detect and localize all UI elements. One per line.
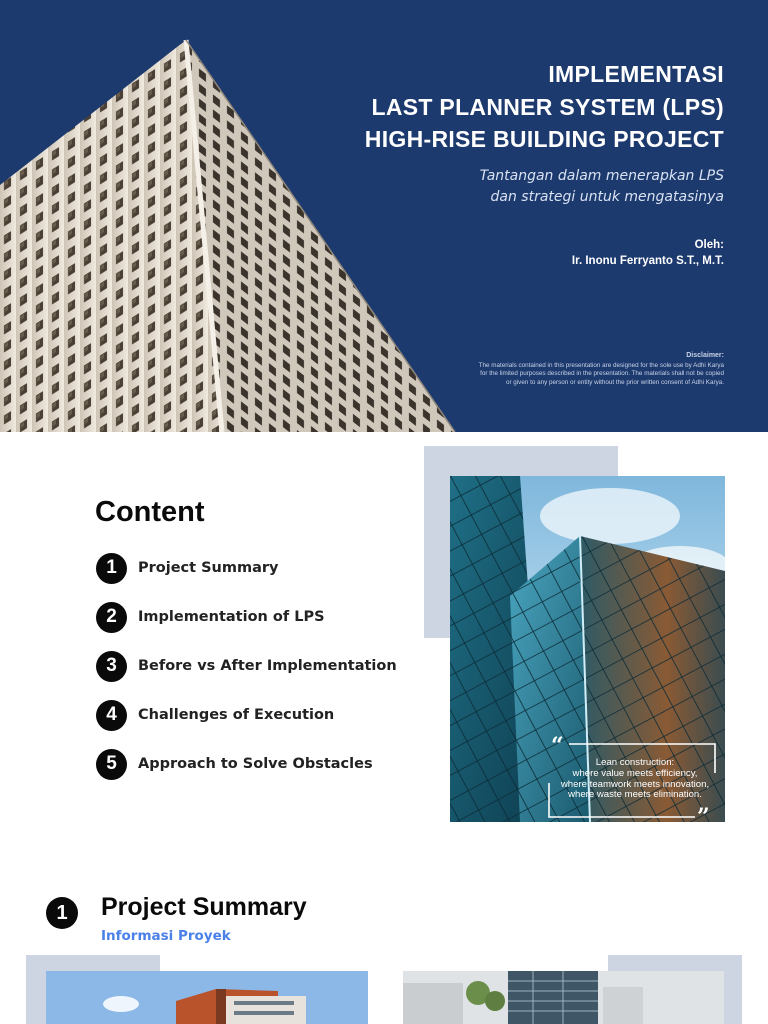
disclaimer-title: Disclaimer: [686,352,724,359]
toc-item-approach[interactable] [96,748,416,780]
toc-item-implementation[interactable] [96,601,416,633]
toc-item-challenges[interactable] [96,699,416,731]
title-line-2: LAST PLANNER SYSTEM (LPS) [371,93,724,120]
toc-item-label: Project Summary [138,560,279,576]
toc-item-project-summary[interactable] [96,552,416,584]
toc-item-label: Implementation of LPS [138,609,325,625]
toc-item-label: Challenges of Execution [138,707,335,723]
section-number-badge: 1 [46,897,78,929]
presentation-subtitle [480,166,724,208]
content-heading: Content [95,496,205,528]
number-badge: 2 [96,602,127,633]
cover-hero [0,0,768,432]
quote-open-icon: “ [551,733,564,759]
quote-line-2: where value meets efficiency, [572,767,698,779]
subtitle-line-1: Tantangan dalam menerapkan LPS [479,168,724,184]
project-building-photo-left [46,971,368,1024]
toc-item-before-after[interactable] [96,650,416,682]
section-title: Project Summary [101,893,307,921]
author-label: Oleh: [694,239,724,251]
subtitle-line-2: dan strategi untuk mengatasinya [490,189,724,205]
presentation-title [365,58,724,156]
toc-item-label: Approach to Solve Obstacles [138,756,373,772]
quote-close-icon: ” [697,804,710,830]
number-badge: 5 [96,749,127,780]
disclaimer-line-1: The materials contained in this presentation are designed for the sole use by Adhi Karya [478,361,724,369]
quote-line-4: where waste meets elimination. [568,789,702,801]
toc-item-label: Before vs After Implementation [138,658,397,674]
project-building-photo-right [403,971,724,1024]
section-subtitle: Informasi Proyek [101,928,231,944]
quote-line-3: where teamwork meets innovation, [560,778,710,790]
author-name: Ir. Inonu Ferryanto S.T., M.T. [571,255,724,267]
disclaimer-line-3: or given to any person or entity without the prior written consent of Adhi Karya. [505,378,724,386]
disclaimer-line-2: for the limited purposes described in the presentation. The materials shall not be copied [480,370,724,378]
title-line-1: IMPLEMENTASI [548,61,724,87]
number-badge: 3 [96,651,127,682]
number-badge: 4 [96,700,127,731]
number-badge: 1 [96,553,127,584]
disclaimer [424,352,724,387]
author-block [572,237,724,269]
quote-line-1: Lean construction: [595,757,675,768]
lean-construction-quote [550,758,720,801]
title-line-3: HIGH-RISE BUILDING PROJECT [364,126,724,152]
